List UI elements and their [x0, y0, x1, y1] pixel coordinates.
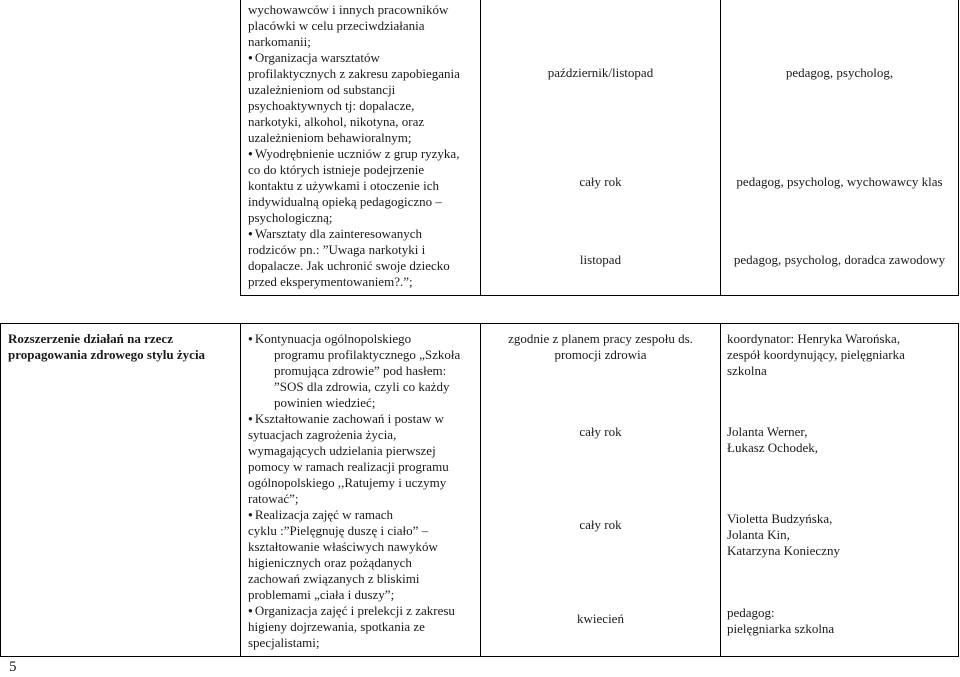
- bottom-responsible-cell: [727, 511, 957, 559]
- activity-line: specjalistami;: [248, 635, 320, 650]
- activity-line: indywidualną opieką pedagogiczno –: [248, 194, 442, 209]
- activity-line: psychoaktywnych tj: dopalacze,: [248, 98, 415, 113]
- activity-line: rodziców pn.: ”Uwaga narkotyki i: [248, 242, 426, 257]
- bottom-activities-cell: [248, 331, 478, 651]
- activity-line: ogólnopolskiego ,,Ratujemy i uczymy: [248, 475, 447, 490]
- bottom-term-3: cały rok: [579, 517, 622, 532]
- bottom-term-2: cały rok: [579, 424, 622, 439]
- activity-line: co do których istnieje podejrzenie: [248, 162, 425, 177]
- activity-line: dopalacze. Jak uchronić swoje dziecko: [248, 258, 450, 273]
- top-responsible-2: pedagog, psycholog, wychowawcy klas: [736, 174, 943, 189]
- responsible-line: Jolanta Werner,: [727, 424, 808, 439]
- activity-line: wychowawców i innych pracowników: [248, 2, 449, 17]
- bottom-responsible-cell: [727, 331, 957, 379]
- activity-line: przed eksperymentowaniem?.”;: [248, 274, 413, 289]
- top-responsible-1: pedagog, psycholog,: [785, 65, 894, 80]
- responsible-line: koordynator: Henryka Warońska,: [727, 331, 901, 346]
- grid-line: [958, 323, 959, 657]
- bullet-item: ● Organizacja zajęć i prelekcji z zakresu: [248, 603, 478, 619]
- bullet-item: ● Kształtowanie zachowań i postaw w: [248, 411, 478, 427]
- activity-line: powinien wiedzieć;: [274, 395, 376, 410]
- bullet-item: ● Warsztaty dla zainteresowanych: [248, 226, 476, 242]
- bottom-responsible-cell: [727, 424, 957, 456]
- term-line: promocji zdrowia: [554, 347, 647, 362]
- bottom-responsible-cell: [727, 605, 957, 637]
- activity-line: psychologiczną;: [248, 210, 333, 225]
- top-term-3: listopad: [579, 252, 622, 267]
- activity-line: profilaktycznych z zakresu zapobiegania: [248, 66, 460, 81]
- grid-line: [720, 323, 721, 657]
- task-cell: [8, 331, 238, 363]
- activity-line: placówki w celu przeciwdziałania: [248, 18, 425, 33]
- bullet-item: ● Organizacja warsztatów: [248, 50, 476, 66]
- responsible-line: Violetta Budzyńska,: [727, 511, 833, 526]
- bullet-item: ● Realizacja zajęć w ramach: [248, 507, 478, 523]
- task-line: propagowania zdrowego stylu życia: [8, 347, 206, 362]
- top-activities-cell: [248, 2, 476, 290]
- activity-line: kształtowanie właściwych nawyków: [248, 539, 438, 554]
- term-line: zgodnie z planem pracy zespołu ds.: [508, 331, 693, 346]
- activity-line: promująca zdrowie” pod hasłem:: [274, 363, 447, 378]
- grid-line: [240, 0, 241, 296]
- responsible-line: szkolna: [727, 363, 767, 378]
- activity-line: ratować”;: [248, 491, 299, 506]
- responsible-line: Jolanta Kin,: [727, 527, 790, 542]
- activity-line: programu profilaktycznego „Szkoła: [274, 347, 461, 362]
- bottom-term-4: kwiecień: [577, 611, 624, 626]
- top-term-1: październik/listopad: [547, 65, 654, 80]
- activity-line: higienicznych oraz pożądanych: [248, 555, 412, 570]
- activity-line: ”SOS dla zdrowia, czyli co każdy: [274, 379, 450, 394]
- grid-line: [480, 323, 481, 657]
- activity-line: narkotyki, alkohol, nikotyna, oraz: [248, 114, 425, 129]
- responsible-line: pedagog:: [727, 605, 775, 620]
- grid-line: [240, 323, 241, 657]
- responsible-line: Łukasz Ochodek,: [727, 440, 818, 455]
- responsible-line: zespół koordynujący, pielęgniarka: [727, 347, 905, 362]
- grid-line: [0, 323, 1, 657]
- activity-line: narkomanii;: [248, 34, 311, 49]
- activity-line: pomocy w ramach realizacji programu: [248, 459, 449, 474]
- task-line: Rozszerzenie działań na rzecz: [8, 331, 173, 346]
- activity-line: higieny dojrzewania, spotkania ze: [248, 619, 425, 634]
- activity-line: uzależnieniom behawioralnym;: [248, 130, 412, 145]
- bottom-terms-cell: [481, 331, 720, 363]
- grid-line: [240, 295, 959, 296]
- activity-line: cyklu :”Pielęgnuję duszę i ciało” –: [248, 523, 429, 538]
- top-responsible-3: pedagog, psycholog, doradca zawodowy: [733, 252, 946, 267]
- bullet-item: ● Wyodrębnienie uczniów z grup ryzyka,: [248, 146, 476, 162]
- page-number: 5: [9, 659, 17, 675]
- grid-line: [958, 0, 959, 296]
- activity-line: zachowań związanych z bliskimi: [248, 571, 420, 586]
- activity-line: problemami „ciała i duszy”;: [248, 587, 395, 602]
- top-term-2: cały rok: [579, 174, 622, 189]
- activity-line: sytuacjach zagrożenia życia,: [248, 427, 397, 442]
- activity-line: kontaktu z używkami i otoczenie ich: [248, 178, 439, 193]
- bullet-item: ● Kontynuacja ogólnopolskiego: [248, 331, 478, 347]
- activity-line: wymagających udzielania pierwszej: [248, 443, 436, 458]
- activity-line: uzależnieniom od substancji: [248, 82, 396, 97]
- responsible-line: pielęgniarka szkolna: [727, 621, 835, 636]
- responsible-line: Katarzyna Konieczny: [727, 543, 840, 558]
